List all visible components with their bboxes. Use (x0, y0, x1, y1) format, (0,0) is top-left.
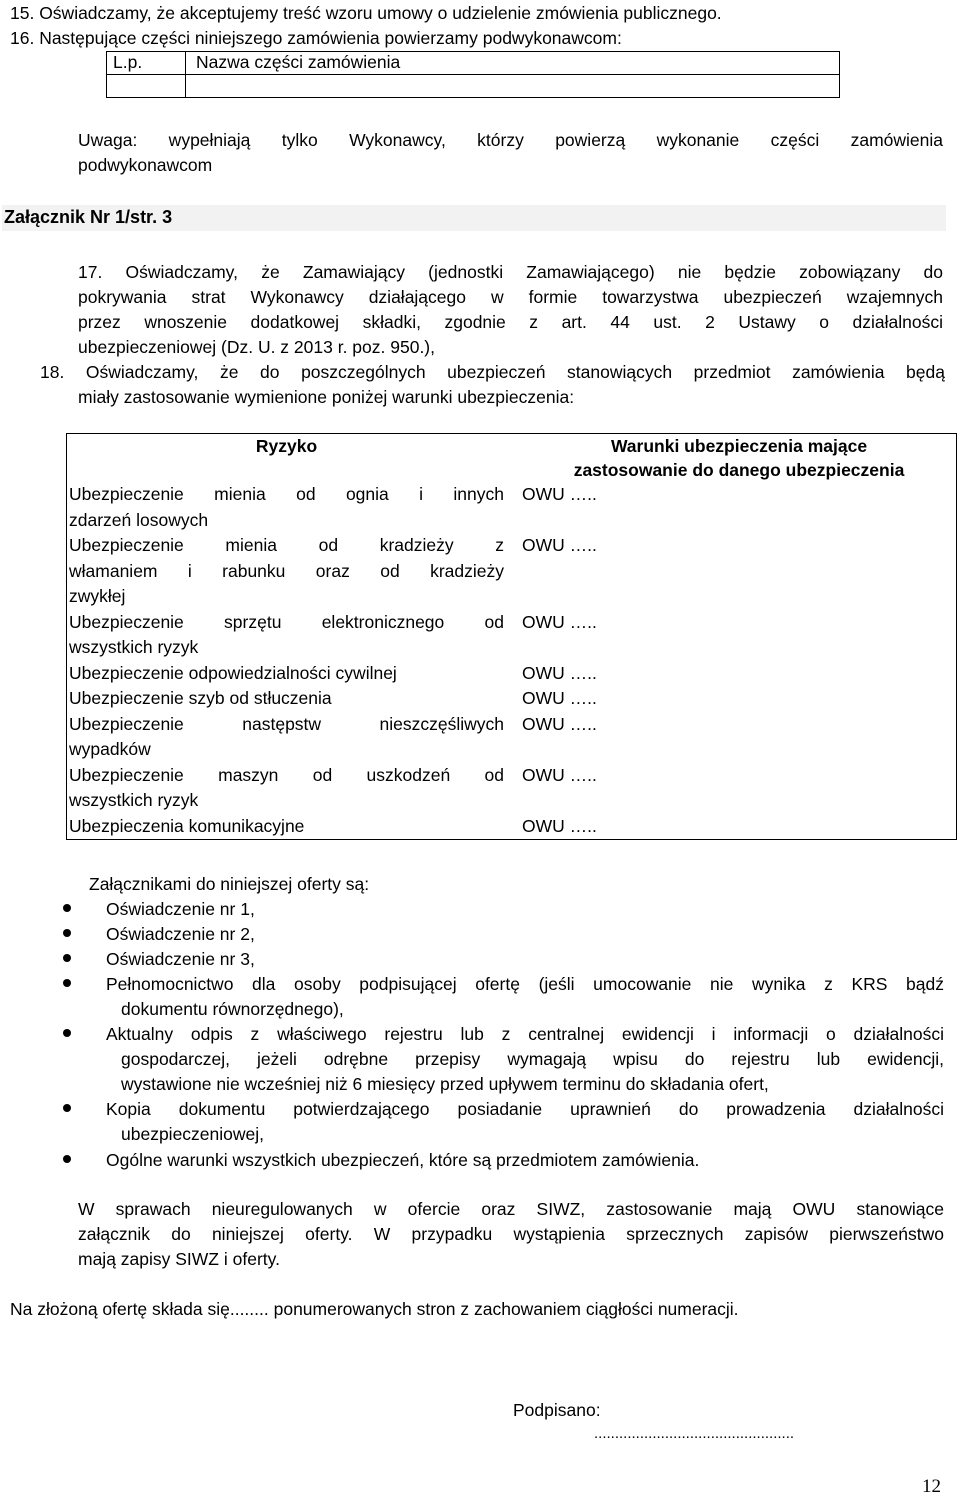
attachment-heading-bar (2, 205, 946, 231)
attachments-intro: Załącznikami do niniejszej oferty są: (89, 874, 370, 894)
attachment-item-2: Oświadczenie nr 2, (106, 924, 255, 944)
risk-name-line: Ubezpieczenie odpowiedzialności cywilnej (69, 662, 397, 683)
risk-condition-cell (522, 610, 957, 661)
risk-name-cell (67, 661, 523, 687)
attachment-heading: Załącznik Nr 1/str. 3 (4, 207, 173, 227)
risk-name-line: Ubezpieczenie maszyn od uszkodzeń od (69, 764, 504, 785)
parts-empty-cell (107, 75, 186, 98)
closing-line-2: załącznik do niniejszej oferty. W przypadku wystąpienia sprzecznych zapisów pierwszeństwo (78, 1224, 944, 1244)
item-17-line-4: ubezpieczeniowej (Dz. U. z 2013 r. poz. 950.), (78, 337, 435, 357)
attachment-item-6-line-2: ubezpieczeniowej, (121, 1124, 265, 1144)
risk-condition: OWU ….. (522, 815, 597, 836)
risk-name-line: zwykłej (69, 586, 126, 606)
risk-name-line: wszystkich ryzyk (69, 637, 199, 657)
item-17-line-1: 17. Oświadczamy, że Zamawiający (jednostki Zamawiającego) nie będzie zobowiązany do (78, 262, 943, 282)
risk-condition-cell (522, 814, 957, 840)
risk-name-line: Ubezpieczenie następstw nieszczęśliwych (69, 713, 504, 734)
risk-name-line: wypadków (69, 739, 151, 759)
risk-name-cell (67, 686, 523, 712)
closing-line-1: W sprawach nieuregulowanych w ofercie oraz SIWZ, zastosowanie mają OWU stanowiące (78, 1199, 944, 1219)
risk-condition: OWU ….. (522, 713, 597, 734)
risk-row (67, 763, 957, 814)
risk-condition: OWU ….. (522, 764, 597, 785)
risk-name-line: zdarzeń losowych (69, 509, 209, 530)
note-line-2: podwykonawcom (78, 155, 213, 175)
item-18-line-1: 18. Oświadczamy, że do poszczególnych ubezpieczeń stanowiących przedmiot zamówienia będą (40, 362, 945, 382)
conditions-header: Warunki ubezpieczenia mające zastosowanie do danego ubezpieczenia (573, 436, 905, 480)
risk-condition-cell (522, 661, 957, 687)
page-count-statement: Na złożoną ofertę składa się........ ponumerowanych stron z zachowaniem ciągłości numeracji. (10, 1299, 739, 1319)
parts-empty-cell (186, 75, 840, 98)
attachment-item-5-line-2: gospodarczej, jeżeli odrębne przepisy wymagają wpisu do rejestru lub ewidencji, (121, 1049, 944, 1069)
risk-name-line: Ubezpieczenie mienia od kradzieży z (69, 535, 504, 555)
signature-label: Podpisano: (513, 1400, 601, 1420)
attachment-item-5-line-1: Aktualny odpis z właściwego rejestru lub z centralnej ewidencji i informacji o działalności (106, 1024, 944, 1044)
risk-row (67, 533, 957, 610)
item-17-line-3: przez wnoszenie dodatkowej składki, zgodnie z art. 44 ust. 2 Ustawy o działalności (78, 312, 943, 332)
risk-name-cell (67, 814, 523, 840)
bullet-icon (63, 1029, 71, 1037)
attachment-item-4-line-2: dokumentu równorzędnego), (121, 999, 344, 1019)
risk-name-cell (67, 533, 523, 610)
bullet-icon (63, 1104, 71, 1112)
item-18-line-2: miały zastosowanie wymienione poniżej warunki ubezpieczenia: (78, 387, 575, 407)
note-line-1: Uwaga: wypełniają tylko Wykonawcy, którzy powierzą wykonanie części zamówienia (78, 130, 943, 150)
subcontractor-parts-table (106, 51, 840, 98)
risk-header: Ryzyko (255, 436, 318, 456)
risk-condition-cell (522, 712, 957, 763)
bullet-icon (63, 904, 71, 912)
risk-condition: OWU ….. (522, 535, 597, 555)
attachment-item-1: Oświadczenie nr 1, (106, 899, 255, 919)
risk-condition-cell (522, 533, 957, 610)
risk-name-line: włamaniem i rabunku oraz od kradzieży (69, 560, 504, 581)
risk-condition-cell (522, 686, 957, 712)
risk-row (67, 712, 957, 763)
risk-condition: OWU ….. (522, 611, 597, 632)
parts-col-name: Nazwa części zamówienia (186, 52, 840, 75)
risk-name-line: Ubezpieczenie szyb od stłuczenia (69, 688, 332, 708)
risk-name-cell (67, 610, 523, 661)
item-17-line-2: pokrywania strat Wykonawcy działającego w formie towarzystwa ubezpieczeń wzajemnych (78, 287, 943, 307)
risk-name-cell (67, 712, 523, 763)
attachment-item-4-line-1: Pełnomocnictwo dla osoby podpisującej ofertę (jeśli umocowanie nie wynika z KRS bądź (106, 974, 944, 994)
risk-row (67, 482, 957, 533)
item-16: 16. Następujące części niniejszego zamówienia powierzamy podwykonawcom: (10, 28, 622, 48)
bullet-icon (63, 979, 71, 987)
risk-name-line: Ubezpieczenie sprzętu elektronicznego od (69, 611, 504, 632)
signature-dots: ................................................ (594, 1425, 795, 1442)
risk-row (67, 814, 957, 840)
risk-row (67, 610, 957, 661)
risk-condition: OWU ….. (522, 484, 597, 504)
risk-condition-cell (522, 482, 957, 533)
attachment-item-7: Ogólne warunki wszystkich ubezpieczeń, które są przedmiotem zamówienia. (106, 1150, 700, 1170)
risk-name-line: Ubezpieczenie mienia od ognia i innych (69, 484, 504, 504)
risk-row (67, 686, 957, 712)
bullet-icon (63, 1155, 71, 1163)
risk-name-line: wszystkich ryzyk (69, 790, 199, 810)
closing-line-3: mają zapisy SIWZ i oferty. (78, 1249, 280, 1269)
attachment-item-3: Oświadczenie nr 3, (106, 949, 255, 969)
risk-condition-cell (522, 763, 957, 814)
parts-col-lp: L.p. (107, 52, 186, 75)
attachment-item-5-line-3: wystawione nie wcześniej niż 6 miesięcy przed upływem terminu do składania ofert, (121, 1074, 769, 1094)
page-number: 12 (922, 1476, 941, 1497)
risk-row (67, 661, 957, 687)
item-15: 15. Oświadczamy, że akceptujemy treść wzoru umowy o udzielenie zmówienia publicznego. (10, 3, 722, 23)
risk-condition: OWU ….. (522, 688, 597, 708)
bullet-icon (63, 954, 71, 962)
insurance-risk-table (66, 433, 957, 840)
risk-name-cell (67, 482, 523, 533)
attachment-item-6-line-1: Kopia dokumentu potwierdzającego posiadanie uprawnień do prowadzenia działalności (106, 1099, 944, 1119)
risk-condition: OWU ….. (522, 662, 597, 683)
risk-name-cell (67, 763, 523, 814)
bullet-icon (63, 929, 71, 937)
risk-name-line: Ubezpieczenia komunikacyjne (69, 815, 305, 836)
